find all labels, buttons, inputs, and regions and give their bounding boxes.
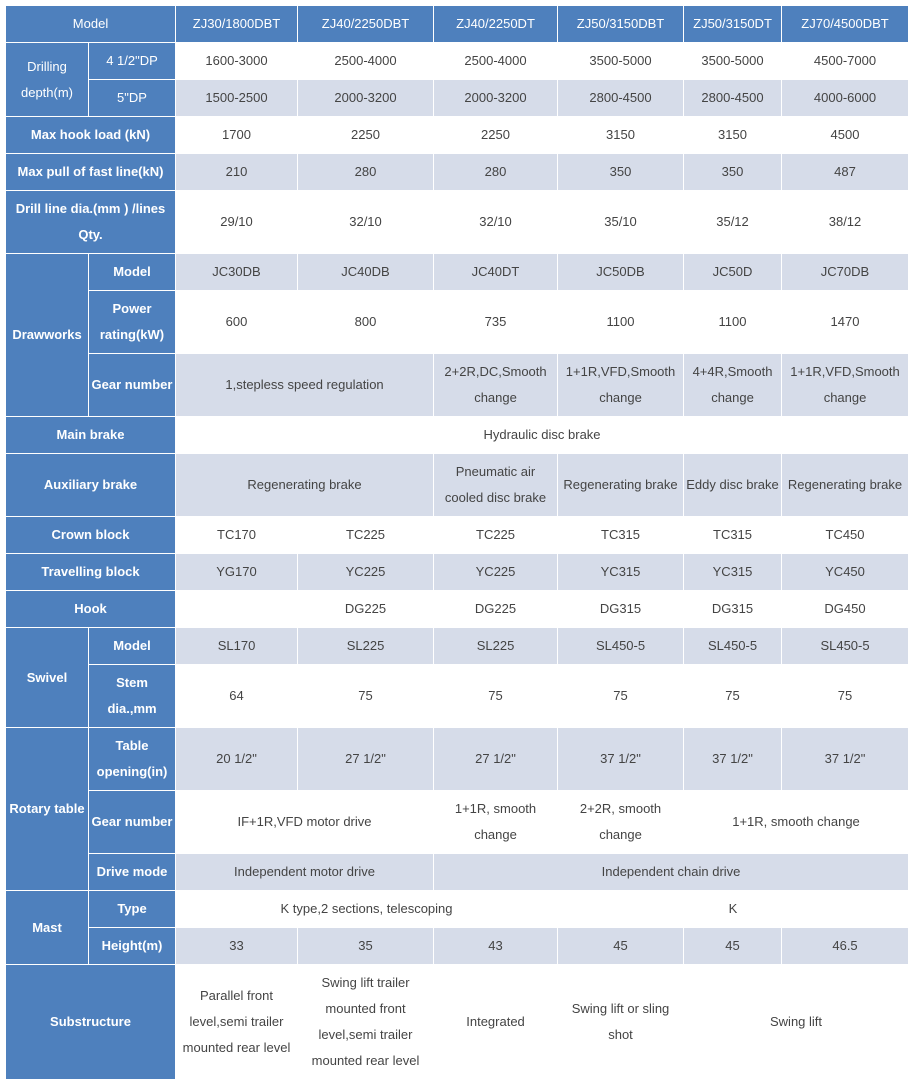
table-cell: Regenerating brake [782, 454, 909, 517]
table-cell: TC450 [782, 517, 909, 554]
table-cell: 38/12 [782, 191, 909, 254]
table-cell: SL450-5 [558, 628, 684, 665]
table-cell: 20 1/2" [176, 728, 298, 791]
table-row [6, 728, 909, 791]
table-cell: JC70DB [782, 254, 909, 291]
table-row [6, 454, 909, 517]
table-cell: 45 [684, 928, 782, 965]
table-cell: SL450-5 [782, 628, 909, 665]
model-header-cell: ZJ50/3150DBT [558, 6, 684, 43]
model-header-cell: ZJ50/3150DT [684, 6, 782, 43]
table-row [6, 665, 909, 728]
table-cell: SL170 [176, 628, 298, 665]
table-cell: 280 [434, 154, 558, 191]
mast-type-label: Type [89, 891, 176, 928]
table-cell: 37 1/2" [684, 728, 782, 791]
table-cell: 1700 [176, 117, 298, 154]
table-cell: 37 1/2" [782, 728, 909, 791]
aux-brake-label: Auxiliary brake [6, 454, 176, 517]
table-cell: 27 1/2" [298, 728, 434, 791]
table-cell: 75 [558, 665, 684, 728]
table-cell: JC50D [684, 254, 782, 291]
table-cell: Eddy disc brake [684, 454, 782, 517]
table-cell: Regenerating brake [176, 454, 434, 517]
table-row [6, 791, 909, 854]
table-cell: 1100 [558, 291, 684, 354]
table-cell: 1100 [684, 291, 782, 354]
table-cell: YC315 [558, 554, 684, 591]
table-cell: 64 [176, 665, 298, 728]
table-row [6, 354, 909, 417]
table-cell: 1,stepless speed regulation [176, 354, 434, 417]
table-cell: 43 [434, 928, 558, 965]
header-row [6, 6, 909, 43]
table-cell: JC30DB [176, 254, 298, 291]
table-cell: Swing lift trailer mounted front level,semi trailer mounted rear level [298, 965, 434, 1080]
table-cell: 2+2R, smooth change [558, 791, 684, 854]
table-row [6, 854, 909, 891]
table-cell: 4+4R,Smooth change [684, 354, 782, 417]
table-cell: 75 [298, 665, 434, 728]
table-cell: Regenerating brake [558, 454, 684, 517]
table-cell: 487 [782, 154, 909, 191]
main-brake-label: Main brake [6, 417, 176, 454]
table-cell: Swing lift or sling shot [558, 965, 684, 1080]
model-header-cell: ZJ70/4500DBT [782, 6, 909, 43]
table-cell: 1+1R,VFD,Smooth change [782, 354, 909, 417]
table-cell: TC170 [176, 517, 298, 554]
model-header-label: Model [6, 6, 176, 43]
swivel-model-label: Model [89, 628, 176, 665]
rotary-opening-label: Table opening(in) [89, 728, 176, 791]
table-cell: 1470 [782, 291, 909, 354]
crown-block-label: Crown block [6, 517, 176, 554]
table-cell: 350 [684, 154, 782, 191]
table-cell: YC315 [684, 554, 782, 591]
max-pull-label: Max pull of fast line(kN) [6, 154, 176, 191]
table-row [6, 291, 909, 354]
table-row [6, 191, 909, 254]
table-cell: 3500-5000 [684, 43, 782, 80]
table-cell: 2250 [298, 117, 434, 154]
table-row [6, 928, 909, 965]
table-cell: 75 [434, 665, 558, 728]
max-hook-load-label: Max hook load (kN) [6, 117, 176, 154]
table-row [6, 891, 909, 928]
table-cell: K [558, 891, 909, 928]
table-cell: 2250 [434, 117, 558, 154]
table-cell: 35 [298, 928, 434, 965]
table-cell: 75 [684, 665, 782, 728]
table-cell: 27 1/2" [434, 728, 558, 791]
table-cell: IF+1R,VFD motor drive [176, 791, 434, 854]
drawworks-gear-label: Gear number [89, 354, 176, 417]
table-cell: 4500 [782, 117, 909, 154]
table-cell: Pneumatic air cooled disc brake [434, 454, 558, 517]
substructure-label: Substructure [6, 965, 176, 1080]
table-cell: 1600-3000 [176, 43, 298, 80]
table-cell: 350 [558, 154, 684, 191]
table-cell: 2800-4500 [684, 80, 782, 117]
table-cell: Independent motor drive [176, 854, 434, 891]
table-cell: DG225 [434, 591, 558, 628]
swivel-stem-label: Stem dia.,mm [89, 665, 176, 728]
table-cell: 33 [176, 928, 298, 965]
table-cell: SL225 [298, 628, 434, 665]
table-cell: Parallel front level,semi trailer mounted rear level [176, 965, 298, 1080]
hook-label: Hook [6, 591, 176, 628]
table-cell: 1+1R,VFD,Smooth change [558, 354, 684, 417]
table-cell: DG315 [684, 591, 782, 628]
table-cell: 32/10 [298, 191, 434, 254]
table-cell: 3150 [684, 117, 782, 154]
table-row [6, 591, 909, 628]
table-cell: Hydraulic disc brake [176, 417, 909, 454]
drill-line-label: Drill line dia.(mm ) /lines Qty. [6, 191, 176, 254]
table-row [6, 628, 909, 665]
table-cell: DG315 [558, 591, 684, 628]
rotary-drive-label: Drive mode [89, 854, 176, 891]
table-cell: 35/12 [684, 191, 782, 254]
table-row [6, 965, 909, 1080]
table-cell: JC40DB [298, 254, 434, 291]
table-cell: 1500-2500 [176, 80, 298, 117]
table-cell: TC225 [298, 517, 434, 554]
mast-label: Mast [6, 891, 89, 965]
table-cell: JC50DB [558, 254, 684, 291]
table-cell: 735 [434, 291, 558, 354]
table-cell: 800 [298, 291, 434, 354]
table-cell: 2000-3200 [298, 80, 434, 117]
table-cell: 2000-3200 [434, 80, 558, 117]
table-row [6, 117, 909, 154]
table-cell: Independent chain drive [434, 854, 909, 891]
table-row [6, 554, 909, 591]
table-cell: 600 [176, 291, 298, 354]
table-cell: 75 [782, 665, 909, 728]
table-cell: YG170 [176, 554, 298, 591]
table-cell: DG450 [782, 591, 909, 628]
table-cell: SL450-5 [684, 628, 782, 665]
table-cell: 4000-6000 [782, 80, 909, 117]
swivel-label: Swivel [6, 628, 89, 728]
drawworks-power-label: Power rating(kW) [89, 291, 176, 354]
table-cell: 1+1R, smooth change [434, 791, 558, 854]
table-cell: K type,2 sections, telescoping [176, 891, 558, 928]
table-row [6, 517, 909, 554]
table-cell: 3500-5000 [558, 43, 684, 80]
model-header-cell: ZJ30/1800DBT [176, 6, 298, 43]
table-row [6, 417, 909, 454]
table-cell: 3150 [558, 117, 684, 154]
dp5-label: 5"DP [89, 80, 176, 117]
table-cell: 29/10 [176, 191, 298, 254]
dp45-label: 4 1/2"DP [89, 43, 176, 80]
table-cell: TC315 [558, 517, 684, 554]
table-cell: 46.5 [782, 928, 909, 965]
table-cell: 2+2R,DC,Smooth change [434, 354, 558, 417]
table-cell: YC450 [782, 554, 909, 591]
rig-spec-table [5, 5, 909, 1080]
model-header-cell: ZJ40/2250DT [434, 6, 558, 43]
table-cell: TC315 [684, 517, 782, 554]
table-cell [176, 591, 298, 628]
mast-height-label: Height(m) [89, 928, 176, 965]
table-cell: TC225 [434, 517, 558, 554]
rotary-table-label: Rotary table [6, 728, 89, 891]
table-cell: Integrated [434, 965, 558, 1080]
table-cell: 37 1/2" [558, 728, 684, 791]
table-cell: 210 [176, 154, 298, 191]
table-row [6, 254, 909, 291]
drawworks-label: Drawworks [6, 254, 89, 417]
table-cell: YC225 [298, 554, 434, 591]
table-row [6, 43, 909, 80]
travelling-block-label: Travelling block [6, 554, 176, 591]
drilling-depth-label: Drilling depth(m) [6, 43, 89, 117]
table-cell: 2500-4000 [434, 43, 558, 80]
table-cell: Swing lift [684, 965, 909, 1080]
table-cell: 280 [298, 154, 434, 191]
table-cell: 45 [558, 928, 684, 965]
table-cell: 32/10 [434, 191, 558, 254]
table-cell: JC40DT [434, 254, 558, 291]
table-cell: 2800-4500 [558, 80, 684, 117]
drawworks-model-label: Model [89, 254, 176, 291]
table-cell: YC225 [434, 554, 558, 591]
table-cell: 2500-4000 [298, 43, 434, 80]
table-cell: 1+1R, smooth change [684, 791, 909, 854]
model-header-cell: ZJ40/2250DBT [298, 6, 434, 43]
table-row [6, 154, 909, 191]
table-cell: 4500-7000 [782, 43, 909, 80]
rotary-gear-label: Gear number [89, 791, 176, 854]
table-cell: 35/10 [558, 191, 684, 254]
table-cell: DG225 [298, 591, 434, 628]
table-cell: SL225 [434, 628, 558, 665]
table-row [6, 80, 909, 117]
